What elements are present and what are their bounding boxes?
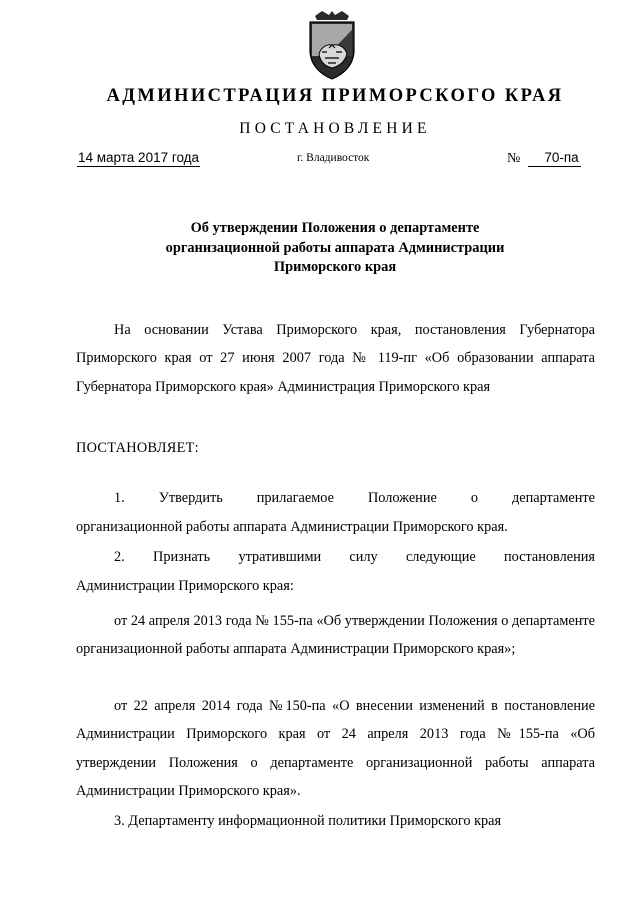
item-word: Признать [153, 549, 211, 565]
document-date-value: 14 марта 2017 года [78, 150, 200, 165]
item-3-line: 3. Департаменту информационной политики Приморского края [114, 813, 502, 829]
primorsky-coat-of-arms-icon [305, 10, 359, 80]
heading-line: организационной работы аппарата Администрации [165, 239, 505, 256]
item-word: Утвердить [158, 490, 223, 506]
document-type: ПОСТАНОВЛЕНИЕ [239, 120, 431, 137]
item-word: департаменте [511, 490, 595, 506]
document-number-value: 70-па [528, 150, 580, 167]
heading-line: Об утверждении Положения о департаменте [190, 220, 480, 236]
document-date [77, 150, 200, 167]
item-number: 2. [114, 549, 125, 565]
item-1-first-line [76, 488, 595, 508]
heading-line: Приморского края [273, 259, 397, 275]
item-word: утратившими [238, 549, 322, 565]
item-2-first-line [76, 547, 595, 567]
decree-word: ПОСТАНОВЛЯЕТ: [76, 440, 199, 456]
item-word: следующие [405, 549, 476, 565]
item-1-continuation: организационной работы аппарата Администрации Приморского края. [76, 519, 508, 535]
document-number [507, 150, 581, 167]
item-2-continuation: Администрации Приморского края: [76, 578, 294, 594]
sub-item-1: от 24 апреля 2013 года № 155-па «Об утверждении Положения о департаменте организационной работы аппарата Администрации Приморского края»; [76, 613, 595, 658]
item-word: силу [349, 549, 378, 565]
item-word: Положение [367, 490, 437, 506]
item-number: 1. [114, 490, 125, 506]
item-word: прилагаемое [256, 490, 334, 506]
sub-item-2: от 22 апреля 2014 года №150-па «О внесении изменений в постановление Администрации Приморского края от 24 апреля 2013 года №155-па «Об утверждении Положения о департаменте организационной работы аппарата Администрации Приморского края». [76, 698, 595, 800]
number-sign: № [507, 151, 521, 166]
organization-title: АДМИНИСТРАЦИЯ ПРИМОРСКОГО КРАЯ [106, 86, 564, 106]
document-city: г. Владивосток [297, 152, 370, 164]
item-word: постановления [503, 549, 595, 565]
document-heading [120, 219, 550, 278]
preamble-paragraph: На основании Устава Приморского края, постановления Губернатора Приморского края от 27 июня 2007 года № 119-пг «Об образовании аппарата Губернатора Приморского края» Администрация Приморского края [76, 322, 595, 395]
item-word: о [470, 490, 478, 506]
